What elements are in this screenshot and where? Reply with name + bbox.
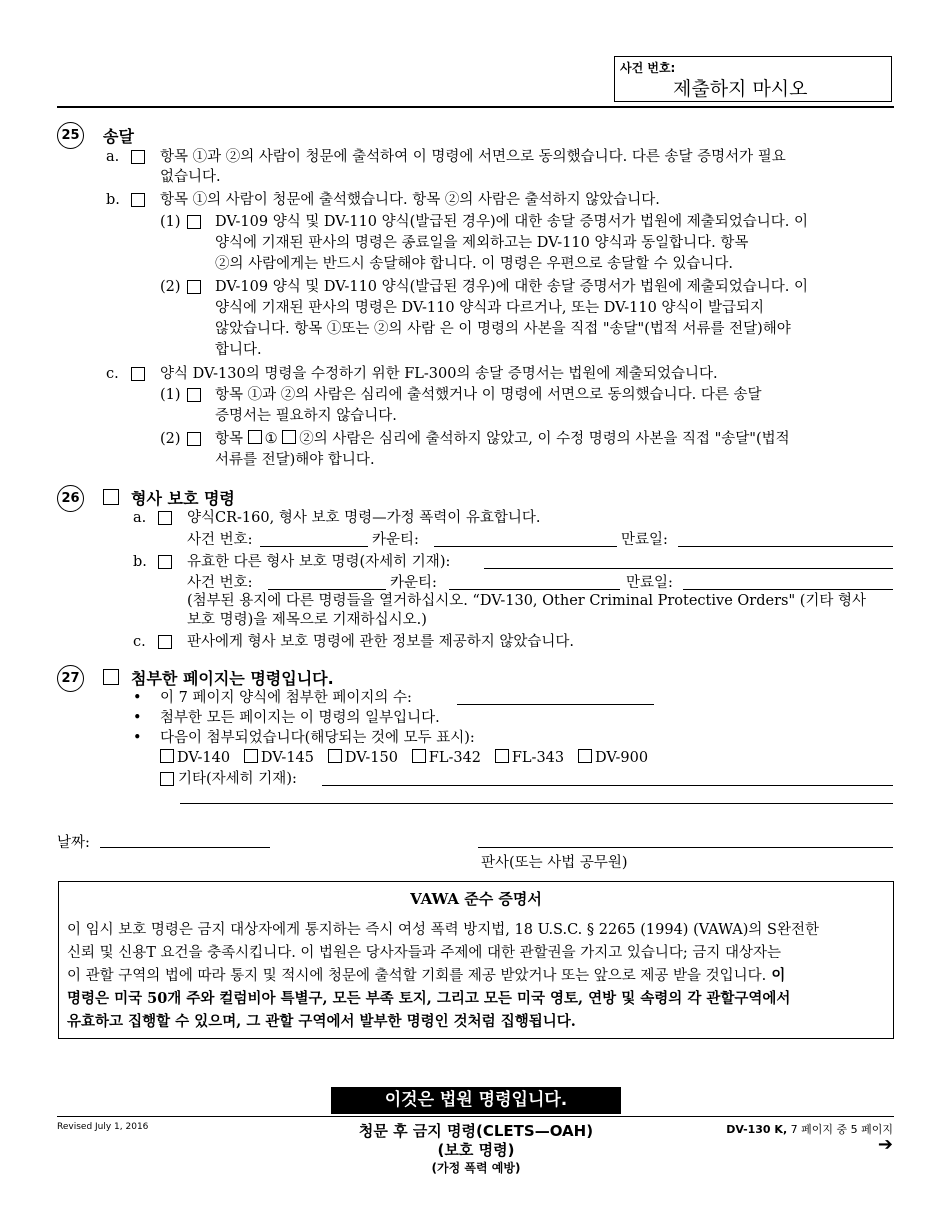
item-25c-checkbox[interactable] — [131, 367, 145, 381]
form-other-label: 기타(자세히 기재): — [178, 771, 297, 787]
item-25c2-person1: ① — [264, 431, 278, 447]
item-25c2-rest: ②의 사람은 심리에 출석하지 않았고, 이 수정 명령의 사본을 직접 "송달"(법적 — [299, 431, 790, 447]
footer-title-3: (가정 폭력 예방) — [431, 1161, 521, 1175]
vawa-text-3 — [67, 965, 785, 987]
item-25a-checkbox[interactable] — [131, 150, 145, 164]
form-other-field-1[interactable] — [322, 785, 893, 786]
item-25c2-label: (2) — [160, 431, 181, 447]
form-dv140-label: DV-140 — [177, 750, 231, 766]
item-25b-text: 항목 ①의 사람이 청문에 출석했습니다. 항목 ②의 사람은 출석하지 않았습니다. — [160, 192, 660, 208]
form-fl343-label: FL-343 — [511, 750, 565, 766]
item-25c1-label: (1) — [160, 387, 181, 403]
item-26b-text: 유효한 다른 형사 보호 명령(자세히 기재): — [187, 554, 451, 570]
footer-title-2: (보호 명령) — [437, 1141, 515, 1159]
item-25c-text: 양식 DV-130의 명령을 수정하기 위한 FL-300의 송달 증명서는 법원에 제출되었습니다. — [160, 366, 718, 382]
footer-rule — [57, 1116, 894, 1117]
form-fl342-checkbox[interactable] — [412, 749, 426, 763]
item-26a-case-field[interactable] — [260, 546, 368, 547]
court-order-banner: 이것은 법원 명령입니다. — [331, 1087, 621, 1114]
item-26a-case-label: 사건 번호: — [187, 532, 253, 548]
item-27-bullet-1: 이 7 페이지 양식에 첨부한 페이지의 수: — [160, 690, 412, 706]
page-count: 7 페이지 중 5 페이지 — [787, 1123, 893, 1136]
form-other-checkbox[interactable] — [160, 772, 174, 786]
item-26a-expire-label: 만료일: — [621, 532, 668, 548]
vawa-text-5: 유효하고 집행할 수 있으며, 그 관할 구역에서 발부한 명령인 것처럼 집행됩니다. — [67, 1013, 576, 1030]
item-26b-case-field[interactable] — [268, 589, 386, 590]
item-25b1-text-3: ②의 사람에게는 반드시 송달해야 합니다. 이 명령은 우편으로 송달할 수 있습니다. — [215, 256, 734, 272]
item-25c2-text-1 — [215, 429, 790, 449]
item-27-form-options — [160, 748, 648, 768]
item-25b2-label: (2) — [160, 279, 181, 295]
item-27-bullet-3: 다음이 첨부되었습니다(해당되는 것에 모두 표시): — [160, 730, 475, 746]
form-fl343-checkbox[interactable] — [495, 749, 509, 763]
case-number-label: 사건 번호: — [620, 61, 676, 75]
item-27-page-count-field[interactable] — [457, 704, 654, 705]
page-info — [726, 1121, 893, 1137]
next-page-arrow-icon: ➔ — [877, 1134, 893, 1155]
item-25a-text-2: 없습니다. — [160, 169, 221, 185]
header-rule — [57, 106, 894, 108]
date-label: 날짜: — [57, 835, 90, 851]
vawa-title: VAWA 준수 증명서 — [410, 890, 542, 908]
footer-title-1: 청문 후 금지 명령(CLETS—OAH) — [358, 1122, 594, 1140]
form-id: DV-130 K, — [726, 1123, 788, 1136]
form-dv140-checkbox[interactable] — [160, 749, 174, 763]
form-dv900-checkbox[interactable] — [578, 749, 592, 763]
item-27-checkbox[interactable] — [103, 669, 119, 685]
item-27-title: 첨부한 페이지는 명령입니다. — [131, 669, 334, 688]
form-dv900-label: DV-900 — [594, 750, 649, 766]
form-dv145-label: DV-145 — [260, 750, 315, 766]
item-25c2-person2-checkbox[interactable] — [282, 430, 296, 444]
item-26b-note-2: 보호 명령)을 제목으로 기재하십시오.) — [187, 612, 427, 628]
item-27-bullet-2: 첨부한 모든 페이지는 이 명령의 일부입니다. — [160, 710, 440, 726]
bullet-marker: • — [133, 690, 142, 706]
vawa-text-1: 이 임시 보호 명령은 금지 대상자에게 통지하는 즉시 여성 폭력 방지법, 18 U.S.C. § 2265 (1994) (VAWA)의 S완전한 — [67, 922, 819, 938]
item-25-title: 송달 — [103, 127, 134, 146]
item-26a-county-label: 카운티: — [372, 532, 419, 548]
form-dv150-checkbox[interactable] — [328, 749, 342, 763]
item-25b1-checkbox[interactable] — [187, 215, 201, 229]
item-25b-checkbox[interactable] — [131, 193, 145, 207]
item-25c1-text-1: 항목 ①과 ②의 사람은 심리에 출석했거나 이 명령에 서면으로 동의했습니다. 다른 송달 — [215, 387, 762, 403]
vawa-text-4: 명령은 미국 50개 주와 컬럼비아 특별구, 모든 부족 토지, 그리고 모든 미국 영토, 연방 및 속령의 각 관할구역에서 — [67, 990, 791, 1007]
item-25b2-checkbox[interactable] — [187, 280, 201, 294]
form-dv145-checkbox[interactable] — [244, 749, 258, 763]
revised-date: Revised July 1, 2016 — [57, 1122, 149, 1132]
item-26c-label: c. — [133, 634, 146, 650]
item-26b-note-1: (첨부된 용지에 다른 명령들을 열거하십시오. “DV-130, Other Criminal Protective Orders" (기타 형사 — [187, 593, 867, 609]
item-25b1-text-2: 양식에 기재된 판사의 명령은 종료일을 제외하고는 DV-110 양식과 동일합니다. 항목 — [215, 235, 749, 251]
item-26b-county-label: 카운티: — [390, 575, 437, 591]
item-26-checkbox[interactable] — [103, 489, 119, 505]
item-26a-label: a. — [133, 510, 147, 526]
item-25-number: 25 — [57, 122, 84, 149]
item-26b-detail-field[interactable] — [484, 568, 893, 569]
form-dv150-label: DV-150 — [344, 750, 398, 766]
item-26b-expire-field[interactable] — [683, 589, 893, 590]
item-26a-county-field[interactable] — [434, 546, 617, 547]
vawa-box — [58, 881, 894, 1039]
item-26b-label: b. — [133, 554, 147, 570]
judge-signature-label: 판사(또는 사법 공무원) — [481, 855, 628, 871]
item-26b-case-label: 사건 번호: — [187, 575, 253, 591]
item-25b2-text-2: 양식에 기재된 판사의 명령은 DV-110 양식과 다르거나, 또는 DV-110 양식이 발급되지 — [215, 300, 765, 316]
item-25c2-person1-checkbox[interactable] — [248, 430, 262, 444]
item-26-number: 26 — [57, 485, 84, 512]
item-25c1-text-2: 증명서는 필요하지 않습니다. — [215, 408, 397, 424]
item-26c-checkbox[interactable] — [158, 635, 172, 649]
item-25a-label: a. — [106, 149, 120, 165]
item-25c2-checkbox[interactable] — [187, 432, 201, 446]
item-26c-text: 판사에게 형사 보호 명령에 관한 정보를 제공하지 않았습니다. — [187, 634, 575, 650]
form-other-field-2[interactable] — [180, 803, 893, 804]
item-25c2-prefix: 항목 — [215, 431, 244, 447]
item-27-number: 27 — [57, 665, 84, 692]
item-25b1-text-1: DV-109 양식 및 DV-110 양식(발급된 경우)에 대한 송달 증명서가 법원에 제출되었습니다. 이 — [215, 214, 809, 230]
vawa-text-3-bold: 이 — [766, 967, 786, 984]
item-26a-checkbox[interactable] — [158, 511, 172, 525]
case-number-box — [614, 56, 892, 102]
vawa-text-3-normal: 이 관할 구역의 법에 따라 통지 및 적시에 청문에 출석할 기회를 제공 받았거나 또는 앞으로 제공 받을 것입니다. — [67, 968, 767, 984]
item-25c1-checkbox[interactable] — [187, 388, 201, 402]
item-25b2-text-3: 않았습니다. 항목 ①또는 ②의 사람 은 이 명령의 사본을 직접 "송달"(법적 서류를 전달)해야 — [215, 321, 791, 337]
item-25b2-text-1: DV-109 양식 및 DV-110 양식(발급된 경우)에 대한 송달 증명서가 법원에 제출되었습니다. 이 — [215, 279, 809, 295]
item-25b1-label: (1) — [160, 214, 181, 230]
item-25b-label: b. — [106, 192, 120, 208]
item-26a-expire-field[interactable] — [678, 546, 893, 547]
case-number-value: 제출하지 마시오 — [673, 78, 808, 100]
item-25c2-text-2: 서류를 전달)해야 합니다. — [215, 452, 375, 468]
vawa-text-2: 신뢰 및 신용T 요건을 충족시킵니다. 이 법원은 당사자들과 주제에 대한 관할권을 가지고 있습니다; 금지 대상자는 — [67, 945, 782, 961]
judge-signature-line[interactable] — [478, 847, 893, 848]
item-26a-text: 양식CR-160, 형사 보호 명령—가정 폭력이 유효합니다. — [187, 510, 541, 526]
item-25b2-text-4: 합니다. — [215, 342, 262, 358]
item-25c-label: c. — [106, 366, 119, 382]
bullet-marker: • — [133, 730, 142, 746]
date-field[interactable] — [100, 847, 270, 848]
bullet-marker: • — [133, 710, 142, 726]
item-26b-county-field[interactable] — [449, 589, 620, 590]
item-26b-checkbox[interactable] — [158, 555, 172, 569]
item-25a-text-1: 항목 ①과 ②의 사람이 청문에 출석하여 이 명령에 서면으로 동의했습니다. 다른 송달 증명서가 필요 — [160, 149, 786, 165]
item-26-title: 형사 보호 명령 — [131, 489, 235, 508]
item-26b-expire-label: 만료일: — [626, 575, 673, 591]
form-fl342-label: FL-342 — [428, 750, 482, 766]
